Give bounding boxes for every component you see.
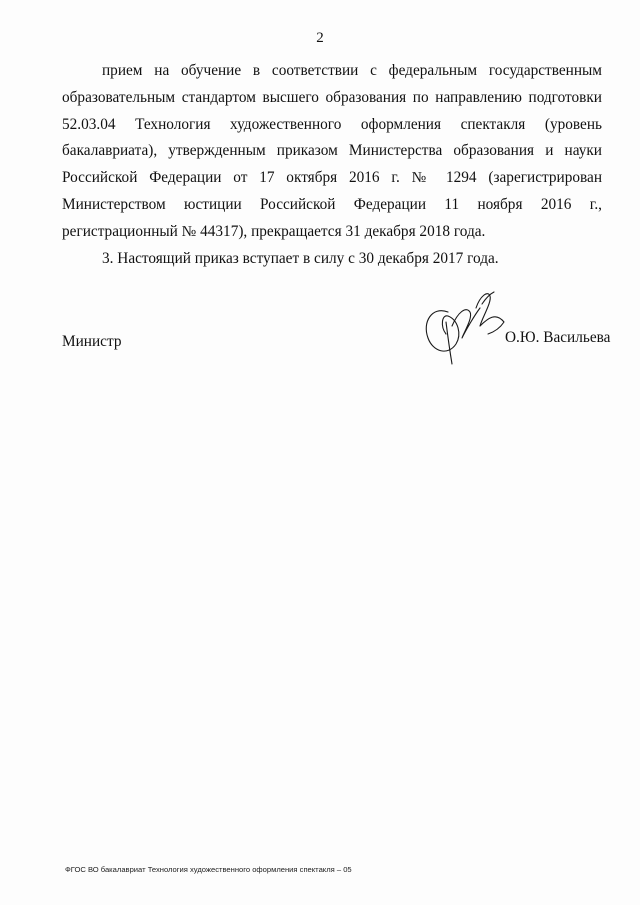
page-number: 2: [316, 30, 324, 46]
paragraph-admission-termination: прием на обучение в соответствии с федеральным государственным образовательным стандартом высшего образования по направлению подготовки 52.03.04 Технология художественного оформления спектакля (уровень бакалавриата), утвержденным приказом Министерства образования и науки Российской Федерации от 17 октября 2016 г. № 1294 (зарегистрирован Министерством юстиции Российской Федерации 11 ноября 2016 г., регистрационный № 44317), прекращается 31 декабря 2018 года.: [62, 62, 602, 240]
paragraph-effective-date: 3. Настоящий приказ вступает в силу с 30 декабря 2017 года.: [102, 249, 499, 267]
handwritten-signature: [418, 282, 506, 368]
document-footer: ФГОС ВО бакалавриат Технология художественного оформления спектакля – 05: [65, 865, 352, 874]
document-body: [62, 58, 602, 272]
signatory-name: О.Ю. Васильева: [505, 329, 611, 346]
position-title: Министр: [62, 333, 122, 350]
